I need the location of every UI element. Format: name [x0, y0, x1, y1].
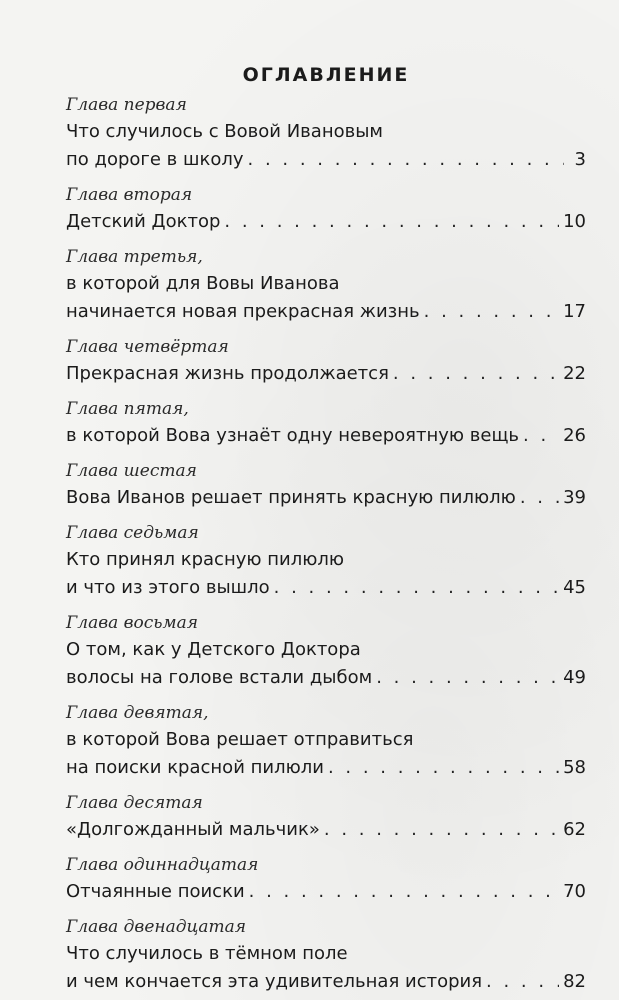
- chapter-label: Глава девятая,: [66, 703, 209, 723]
- toc-chapter-11: [66, 852, 586, 906]
- page-number: 3: [574, 149, 586, 170]
- toc-entry[interactable]: [66, 208, 586, 236]
- chapter-label: Глава двенадцатая: [66, 917, 246, 937]
- toc-entry[interactable]: [66, 146, 586, 174]
- chapter-label: Глава четвёртая: [66, 337, 229, 357]
- toc-chapter-6: [66, 458, 586, 512]
- chapter-title-line: Прекрасная жизнь продолжается: [66, 363, 389, 384]
- chapter-title-line: на поиски красной пилюли: [66, 757, 324, 778]
- table-of-contents: [66, 62, 586, 996]
- toc-chapter-5: [66, 396, 586, 450]
- toc-entry[interactable]: [66, 360, 586, 388]
- chapter-title-line: начинается новая прекрасная жизнь: [66, 301, 420, 322]
- chapter-title-line: в которой для Вовы Иванова: [66, 273, 340, 294]
- chapter-title-line: Отчаянные поиски: [66, 881, 245, 902]
- toc-chapter-3: [66, 244, 586, 326]
- chapter-label: Глава одиннадцатая: [66, 855, 259, 875]
- dot-leader: [324, 816, 559, 844]
- chapter-title-line: Кто принял красную пилюлю: [66, 549, 345, 570]
- dot-leader: [523, 422, 559, 450]
- dot-leader: [393, 360, 559, 388]
- toc-entry[interactable]: [66, 878, 586, 906]
- page-number: 70: [563, 881, 586, 902]
- toc-chapter-7: [66, 520, 586, 602]
- toc-entry[interactable]: [66, 816, 586, 844]
- toc-entry[interactable]: [66, 664, 586, 692]
- chapter-title-line: волосы на голове встали дыбом: [66, 667, 373, 688]
- chapter-title-line: в которой Вова узнаёт одну невероятную вещь: [66, 425, 520, 446]
- dot-leader: [376, 664, 559, 692]
- toc-chapter-4: [66, 334, 586, 388]
- toc-chapter-1: [66, 92, 586, 174]
- dot-leader: [249, 878, 559, 906]
- dot-leader: [328, 754, 559, 782]
- page-number: 17: [563, 301, 586, 322]
- dot-leader: [486, 968, 559, 996]
- page-number: 82: [563, 971, 586, 992]
- toc-entry[interactable]: [66, 298, 586, 326]
- page-number: 49: [563, 667, 586, 688]
- chapter-title-line: Что случилось с Вовой Ивановым: [66, 121, 383, 142]
- page-number: 45: [563, 577, 586, 598]
- chapter-label: Глава седьмая: [66, 523, 199, 543]
- chapter-label: Глава восьмая: [66, 613, 199, 633]
- toc-chapter-12: [66, 914, 586, 996]
- page-number: 10: [563, 211, 586, 232]
- toc-entry[interactable]: [66, 574, 586, 602]
- chapter-label: Глава пятая,: [66, 399, 189, 419]
- toc-entry[interactable]: [66, 968, 586, 996]
- toc-chapter-10: [66, 790, 586, 844]
- dot-leader: [520, 484, 559, 512]
- page-number: 58: [563, 757, 586, 778]
- toc-entry[interactable]: [66, 422, 586, 450]
- chapter-title-line: по дороге в школу: [66, 149, 244, 170]
- toc-title: ОГЛАВЛЕНИЕ: [242, 64, 410, 86]
- chapter-title-line: «Долгожданный мальчик»: [66, 819, 320, 840]
- chapter-title-line: Детский Доктор: [66, 211, 221, 232]
- chapter-label: Глава десятая: [66, 793, 203, 813]
- dot-leader: [248, 146, 565, 174]
- chapter-title-line: в которой Вова решает отправиться: [66, 729, 414, 750]
- toc-entry[interactable]: [66, 754, 586, 782]
- chapter-label: Глава первая: [66, 95, 187, 115]
- chapter-label: Глава третья,: [66, 247, 203, 267]
- toc-chapter-2: [66, 182, 586, 236]
- chapter-label: Глава вторая: [66, 185, 193, 205]
- page-number: 62: [563, 819, 586, 840]
- dot-leader: [274, 574, 559, 602]
- dot-leader: [424, 298, 559, 326]
- toc-chapter-8: [66, 610, 586, 692]
- toc-chapter-9: [66, 700, 586, 782]
- page-number: 22: [563, 363, 586, 384]
- chapter-title-line: Вова Иванов решает принять красную пилюлю: [66, 487, 516, 508]
- toc-entry[interactable]: [66, 484, 586, 512]
- page-number: 39: [563, 487, 586, 508]
- chapter-title-line: и чем кончается эта удивительная история: [66, 971, 483, 992]
- page-number: 26: [563, 425, 586, 446]
- chapter-title-line: О том, как у Детского Доктора: [66, 639, 361, 660]
- chapter-title-line: и что из этого вышло: [66, 577, 270, 598]
- dot-leader: [224, 208, 559, 236]
- chapter-label: Глава шестая: [66, 461, 197, 481]
- chapter-title-line: Что случилось в тёмном поле: [66, 943, 348, 964]
